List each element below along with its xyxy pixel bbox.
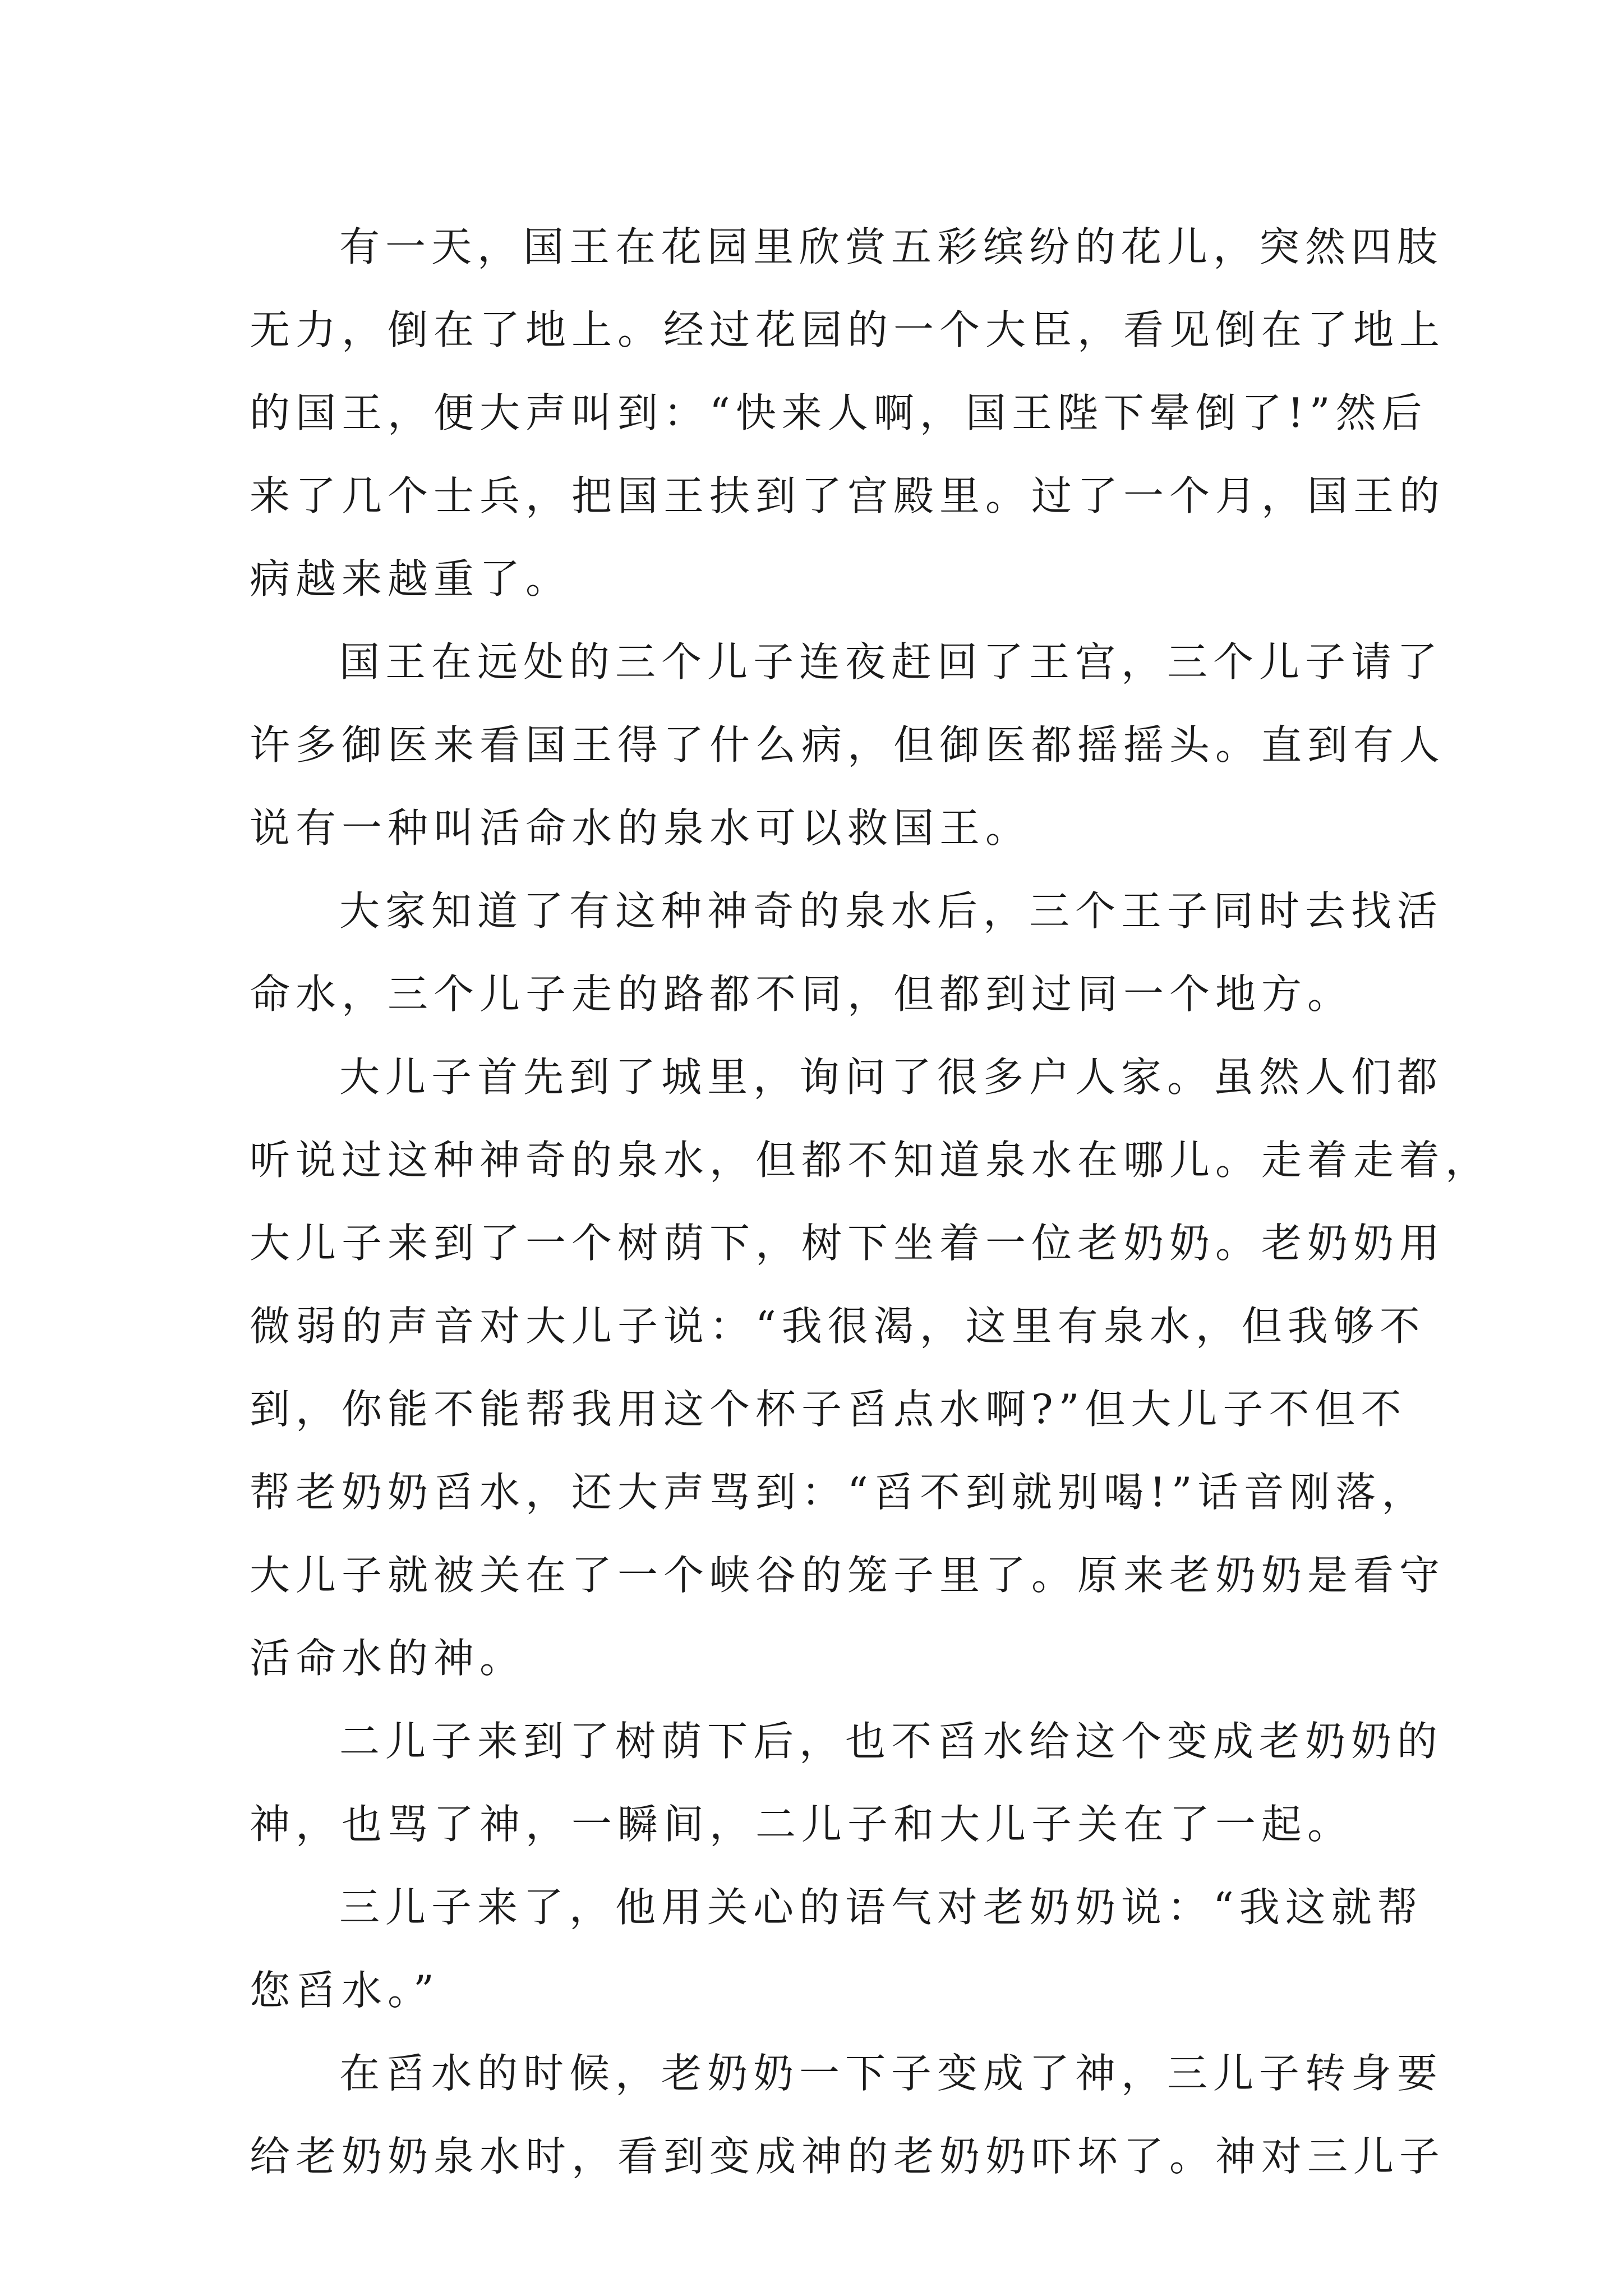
text-line: 微弱的声音对大儿子说：“我很渴，这里有泉水，但我够不: [250, 1303, 1426, 1350]
text-line: 在舀水的时候，老奶奶一下子变成了神，三儿子转身要: [339, 2050, 1444, 2097]
text-line: 国王在远处的三个儿子连夜赶回了王宫，三个儿子请了: [339, 638, 1444, 685]
text-line: 说有一种叫活命水的泉水可以救国王。: [250, 804, 1032, 852]
text-line: 到，你能不能帮我用这个杯子舀点水啊?”但大儿子不但不: [250, 1386, 1407, 1433]
text-line: 许多御医来看国王得了什么病，但御医都摇摇头。直到有人: [250, 721, 1446, 769]
text-line: 的国王，便大声叫到：“快来人啊，国王陛下晕倒了!”然后: [250, 389, 1428, 436]
text-line: 二儿子来到了树荫下后，也不舀水给这个变成老奶奶的: [339, 1718, 1444, 1765]
text-line: 听说过这种神奇的泉水，但都不知道泉水在哪儿。走着走着，: [250, 1137, 1492, 1184]
text-line: 来了几个士兵，把国王扶到了宫殿里。过了一个月，国王的: [250, 472, 1446, 519]
text-line: 帮老奶奶舀水，还大声骂到：“舀不到就别喝!”话音刚落，: [250, 1469, 1428, 1516]
text-line: 您舀水。”: [250, 1967, 440, 2014]
text-line: 神，也骂了神，一瞬间，二儿子和大儿子关在了一起。: [250, 1801, 1354, 1848]
story-text-block: [250, 205, 1492, 2198]
text-line: 有一天，国王在花园里欣赏五彩缤纷的花儿，突然四肢: [339, 223, 1444, 270]
text-line: 病越来越重了。: [250, 555, 572, 602]
text-line: 活命水的神。: [250, 1635, 526, 1682]
text-line: 无力，倒在了地上。经过花园的一个大臣，看见倒在了地上: [250, 306, 1446, 353]
text-line: 给老奶奶泉水时，看到变成神的老奶奶吓坏了。神对三儿子: [250, 2133, 1446, 2180]
text-line: 大儿子来到了一个树荫下，树下坐着一位老奶奶。老奶奶用: [250, 1220, 1446, 1267]
text-line: 大家知道了有这种神奇的泉水后，三个王子同时去找活: [339, 887, 1444, 935]
text-line: 大儿子就被关在了一个峡谷的笼子里了。原来老奶奶是看守: [250, 1552, 1446, 1599]
text-line: 大儿子首先到了城里，询问了很多户人家。虽然人们都: [339, 1053, 1444, 1101]
text-line: 三儿子来了，他用关心的语气对老奶奶说：“我这就帮: [339, 1884, 1423, 1931]
text-line: 命水，三个儿子走的路都不同，但都到过同一个地方。: [250, 970, 1354, 1018]
